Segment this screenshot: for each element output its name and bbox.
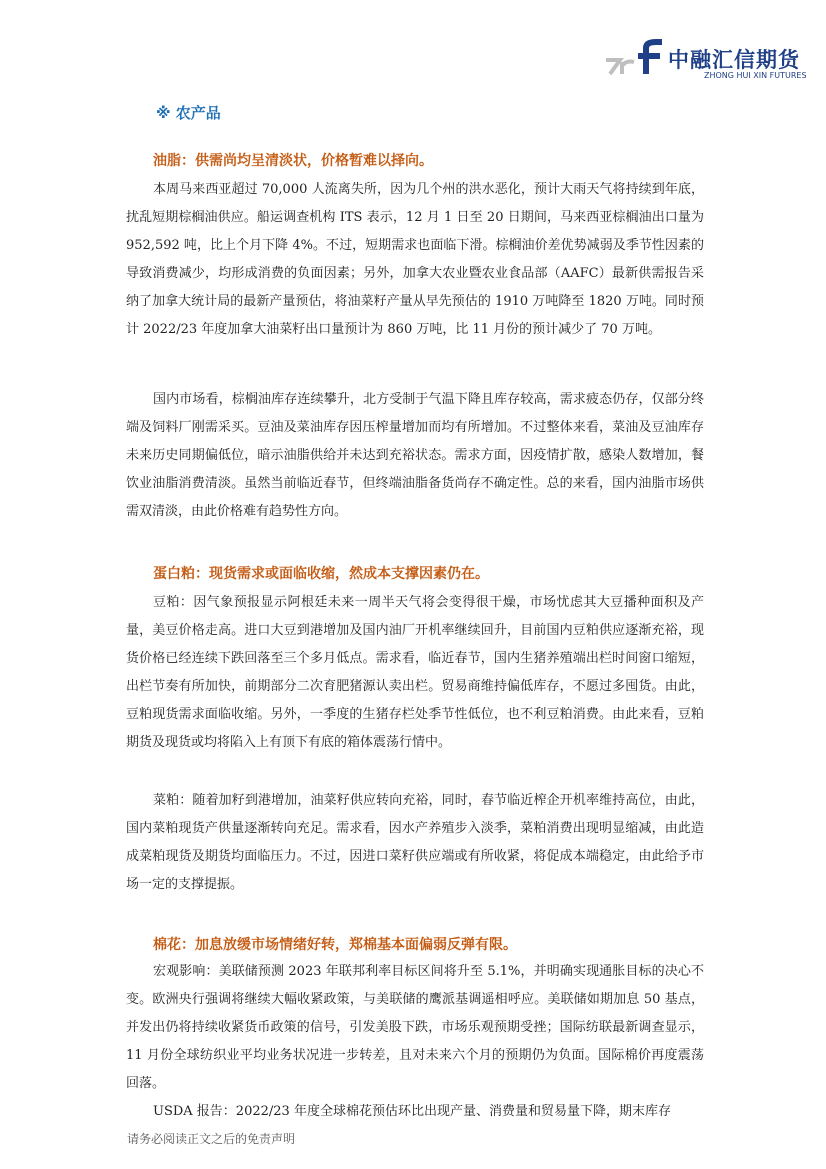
meal-paragraph-2: 菜粕：随着加籽到港增加，油菜籽供应转向充裕，同时，春节临近榨企开机率维持高位，由此，国内菜粕现货产供量逐渐转向充足。需求看，因水产养殖步入淡季，菜粕消费出现明显缩减，由此造成菜粕现货及期货均面临压力。不过，因进口菜籽供应端或有所收紧，将促成本端稳定，由此给予市场一定的支撑提振。 [126,793,704,892]
logo-mark-icon [604,38,666,78]
oil-paragraph-2: 国内市场看，棕榈油库存连续攀升，北方受制于气温下降且库存较高，需求疲态仍存，仅部分终端及饲料厂刚需采买。豆油及菜油库存因压榨量增加而均有所增加。不过整体来看，菜油及豆油库存未来历史同期偏低位，暗示油脂供给并未达到充裕状态。需求方面，因疫情扩散，感染人数增加，餐饮业油脂消费清淡。虽然当前临近春节，但终端油脂备货尚存不确定性。总的来看，国内油脂市场供需双清淡，由此价格难有趋势性方向。 [126,392,704,519]
meal-paragraph-1: 豆粕：因气象预报显示阿根廷未来一周半天气将会变得很干燥，市场忧虑其大豆播种面积及产量，美豆价格走高。进口大豆到港增加及国内油厂开机率继续回升，目前国内豆粕供应逐渐充裕，现货价格已经连续下跌回落至三个多月低点。需求看，临近春节，国内生猪养殖端出栏时间窗口缩短，出栏节奏有所加快，前期部分二次育肥猪源认卖出栏。贸易商维持偏低库存，不愿过多囤货。由此，豆粕现货需求面临收缩。另外，一季度的生猪存栏处季节性低位，也不利豆粕消费。由此来看，豆粕期货及现货或均将陷入上有顶下有底的箱体震荡行情中。 [126,595,704,750]
cotton-paragraph-1: 宏观影响：美联储预测 2023 年联邦利率目标区间将升至 5.1%，并明确实现通胀目标的决心不变。欧洲央行强调将继续大幅收紧政策，与美联储的鹰派基调遥相呼应。美联储如期加息 50 基点，并发出仍将持续收紧货币政策的信号，引发美股下跌，市场乐观预期受挫；国际纺联最新调查显示，11 月份全球纺织业平均业务状况进一步转差，且对未来六个月的预期仍为负面。国际棉价再度震荡回落。 [126,964,704,1091]
footer-disclaimer: 请务必阅读正文之后的免责声明 [127,1132,296,1146]
logo-english-name: ZHONG HUI XIN FUTURES [704,71,807,80]
section-title: ※ 农产品 [156,104,221,122]
oil-paragraph-1: 本周马来西亚超过 70,000 人流离失所，因为几个州的洪水恶化，预计大雨天气将持续到年底，扰乱短期棕榈油供应。船运调查机构 ITS 表示，12 月 1 日至 20 日期间，马来西亚棕榈油出口量为 952,592 吨，比上个月下降 4%。不过，短期需求也面临下滑。棕榈油价差优势减弱及季节性因素的导致消费减少，均形成消费的负面因素；另外，加拿大农业暨农业食品部（AAFC）最新供需报告采纳了加拿大统计局的最新产量预估，将油菜籽产量从早先预估的 1910 万吨降至 1820 万吨。同时预计 2022/23 年度加拿大油菜籽出口量预计为 860 万吨，比 11 月份的预计减少了 70 万吨。 [126,182,704,337]
company-logo [604,38,807,86]
meal-heading: 蛋白粕：现货需求或面临收缩，然成本支撑因素仍在。 [153,566,489,582]
cotton-paragraph-2: USDA 报告：2022/23 年度全球棉花预估环比出现产量、消费量和贸易量下降，期末库存 [153,1104,671,1119]
cotton-heading: 棉花：加息放缓市场情绪好转，郑棉基本面偏弱反弹有限。 [153,937,517,953]
oil-heading: 油脂：供需尚均呈清淡状，价格暂难以择向。 [153,153,433,169]
logo-chinese-name: 中融汇信期货 [668,48,800,72]
